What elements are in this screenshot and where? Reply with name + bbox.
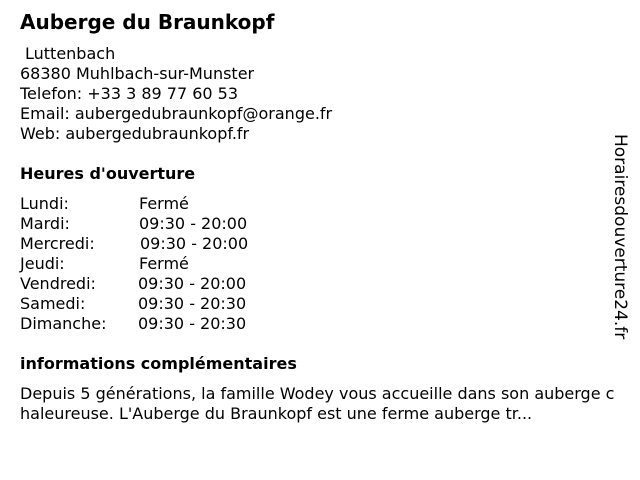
day-hours: 09:30 - 20:00: [138, 274, 247, 293]
web-line: Web: aubergedubraunkopf.fr: [20, 124, 250, 143]
watermark-text: Horairesdouverture24.fr: [610, 134, 630, 340]
contact-block: [20, 44, 332, 144]
day-label: Mardi:: [20, 214, 70, 233]
day-label: Samedi:: [20, 294, 86, 313]
day-label: Dimanche:: [20, 314, 107, 333]
day-hours: Fermé: [139, 194, 189, 213]
email-line: Email: aubergedubraunkopf@orange.fr: [20, 104, 333, 123]
day-label: Vendredi:: [20, 274, 96, 293]
phone-line: Telefon: +33 3 89 77 60 53: [20, 84, 239, 103]
day-hours: 09:30 - 20:30: [138, 294, 247, 313]
day-hours: Fermé: [139, 254, 189, 273]
day-hours: 09:30 - 20:00: [140, 234, 249, 253]
day-hours: 09:30 - 20:30: [138, 314, 247, 333]
address-city: 68380 Muhlbach-sur-Munster: [20, 64, 255, 83]
day-label: Jeudi:: [20, 254, 65, 273]
additional-info-text: Depuis 5 générations, la famille Wodey vous accueille dans son auberge chaleureuse. L'Auberge du Braunkopf est une ferme auberge tr...: [20, 384, 615, 423]
site-watermark: [610, 134, 630, 346]
address-street: Luttenbach: [25, 44, 116, 63]
business-name: Auberge du Braunkopf: [20, 10, 275, 34]
day-hours: 09:30 - 20:00: [139, 214, 248, 233]
additional-info-heading: informations complémentaires: [20, 354, 297, 373]
day-label: Lundi:: [20, 194, 69, 213]
day-label: Mercredi:: [20, 234, 95, 253]
opening-hours-heading: Heures d'ouverture: [20, 164, 196, 183]
